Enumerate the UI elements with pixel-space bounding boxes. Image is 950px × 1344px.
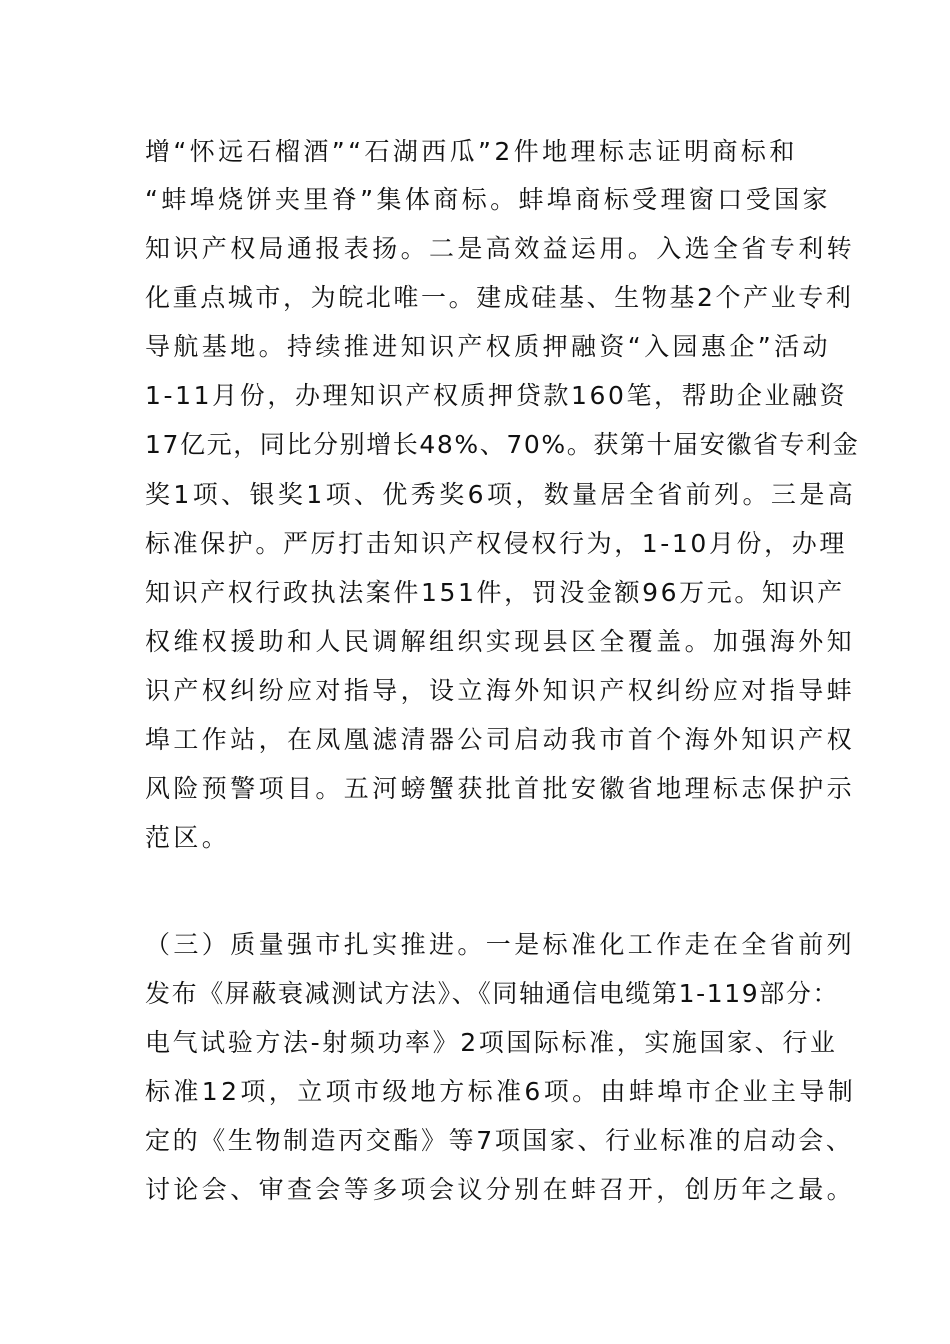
paragraph-1-line-5: 导航基地。持续推进知识产权质押融资“入园惠企”活动: [145, 332, 831, 361]
paragraph-1-line-9: 标准保护。严厉打击知识产权侵权行为，1-10月份，办理: [145, 529, 847, 558]
paragraph-1-line-13: 埠工作站，在凤凰滤清器公司启动我市首个海外知识产权: [145, 725, 856, 754]
paragraph-2-line-6: 讨论会、审查会等多项会议分别在蚌召开，创历年之最。: [145, 1175, 856, 1204]
paragraph-1-line-15: 范区。: [145, 823, 231, 852]
paragraph-2-line-4: 标准12项，立项市级地方标准6项。由蚌埠市企业主导制: [145, 1077, 857, 1106]
paragraph-1-line-2: “蚌埠烧饼夹里脊”集体商标。蚌埠商标受理窗口受国家: [145, 185, 831, 214]
paragraph-1-line-11: 权维权援助和人民调解组织实现县区全覆盖。加强海外知: [145, 627, 856, 656]
paragraph-1-line-10: 知识产权行政执法案件151件，罚没金额96万元。知识产: [145, 578, 845, 607]
paragraph-1-line-4: 化重点城市，为皖北唯一。建成硅基、生物基2个产业专利: [145, 283, 854, 312]
paragraph-2-line-2: 发布《屏蔽衰减测试方法》、《同轴通信电缆第1-119部分：: [145, 979, 840, 1008]
paragraph-1-line-8: 奖1项、银奖1项、优秀奖6项，数量居全省前列。三是高: [145, 480, 857, 509]
paragraph-1-line-6: 1-11月份，办理知识产权质押贷款160笔，帮助企业融资: [145, 381, 848, 410]
paragraph-2-line-1: （三）质量强市扎实推进。一是标准化工作走在全省前列: [145, 930, 856, 959]
paragraph-1-line-14: 风险预警项目。五河螃蟹获批首批安徽省地理标志保护示: [145, 774, 856, 803]
paragraph-2-line-5: 定的《生物制造丙交酯》等7项国家、行业标准的启动会、: [145, 1126, 854, 1155]
paragraph-1-line-12: 识产权纠纷应对指导，设立海外知识产权纠纷应对指导蚌: [145, 676, 856, 705]
paragraph-2-line-3: 电气试验方法-射频功率》2项国际标准，实施国家、行业: [145, 1028, 838, 1057]
paragraph-1-line-7: 17亿元，同比分别增长48%、70%。获第十届安徽省专利金: [145, 430, 860, 459]
paragraph-1-line-3: 知识产权局通报表扬。二是高效益运用。入选全省专利转: [145, 234, 856, 263]
paragraph-1-line-1: 增“怀远石榴酒”“石湖西瓜”2件地理标志证明商标和: [145, 137, 798, 166]
